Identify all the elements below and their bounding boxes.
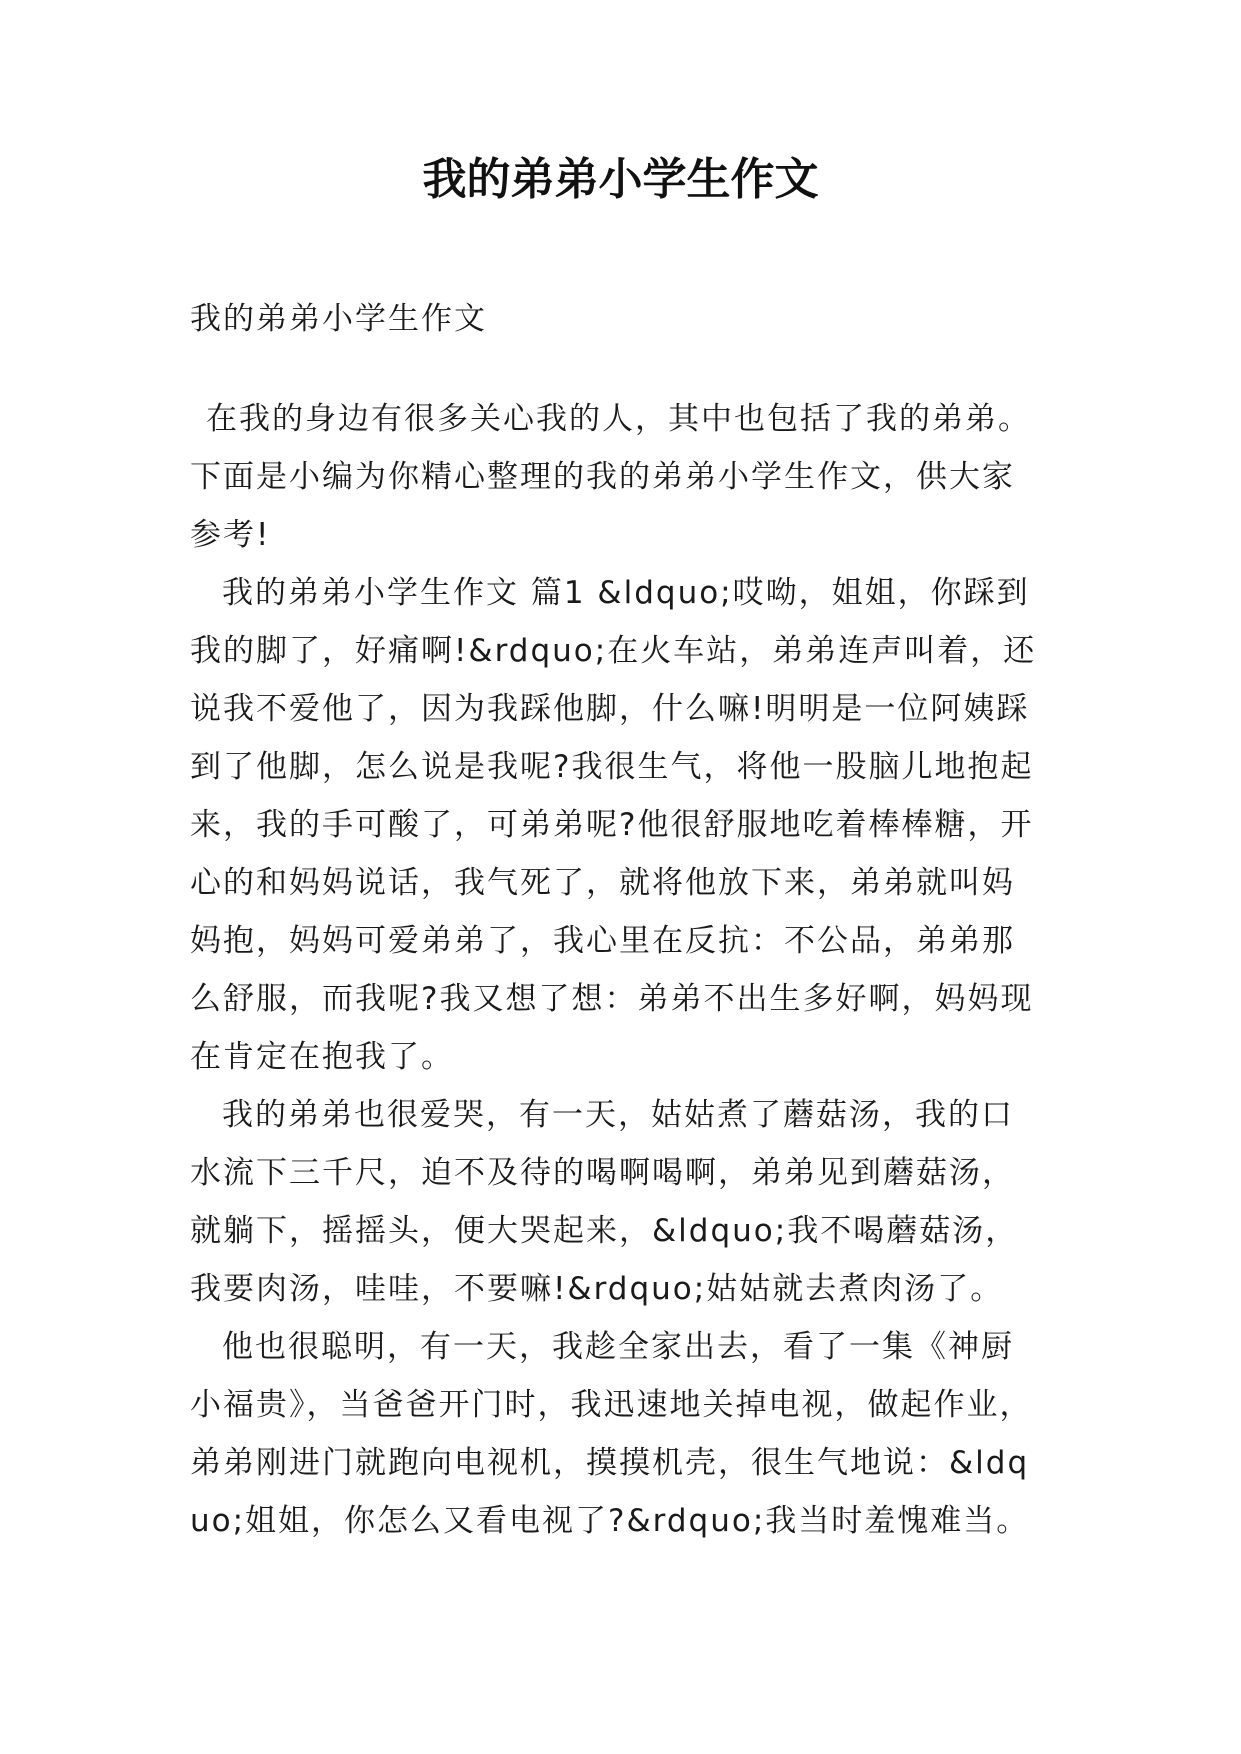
document-body (190, 290, 1045, 1550)
document-title: 我的弟弟小学生作文 (422, 154, 819, 205)
body-paragraph-3: 他也很聪明，有一天，我趁全家出去，看了一集《神厨小福贵》，当爸爸开门时，我迅速地关掉电视，做起作业，弟弟刚进门就跑向电视机，摸摸机壳，很生气地说：&ldquo;姐姐，你怎么又看电视了?&rdquo;我当时羞愧难当。 (190, 1329, 1033, 1539)
intro-paragraph: 在我的身边有很多关心我的人，其中也包括了我的弟弟。下面是小编为你精心整理的我的弟弟小学生作文，供大家参考! (190, 401, 1031, 553)
body-paragraph-2: 我的弟弟也很爱哭，有一天，姑姑煮了蘑菇汤，我的口水流下三千尺，迫不及待的喝啊喝啊，弟弟见到蘑菇汤，就躺下，摇摇头，便大哭起来，&ldquo;我不喝蘑菇汤，我要肉汤，哇哇，不要嘛!&rdquo;姑姑就去煮肉汤了。 (190, 1097, 1019, 1307)
document-subtitle: 我的弟弟小学生作文 (190, 301, 487, 337)
body-paragraph-1: 我的弟弟小学生作文 篇1 &ldquo;哎呦，姐姐，你踩到我的脚了，好痛啊!&rdquo;在火车站，弟弟连声叫着，还说我不爱他了，因为我踩他脚，什么嘛!明明是一位阿姨踩到了他脚，怎么说是我呢?我很生气，将他一股脑儿地抱起来，我的手可酸了，可弟弟呢?他很舒服地吃着棒棒糖，开心的和妈妈说话，我气死了，就将他放下来，弟弟就叫妈妈抱，妈妈可爱弟弟了，我心里在反抗：不公品，弟弟那么舒服，而我呢?我又想了想：弟弟不出生多好啊，妈妈现在肯定在抱我了。 (190, 575, 1037, 1075)
